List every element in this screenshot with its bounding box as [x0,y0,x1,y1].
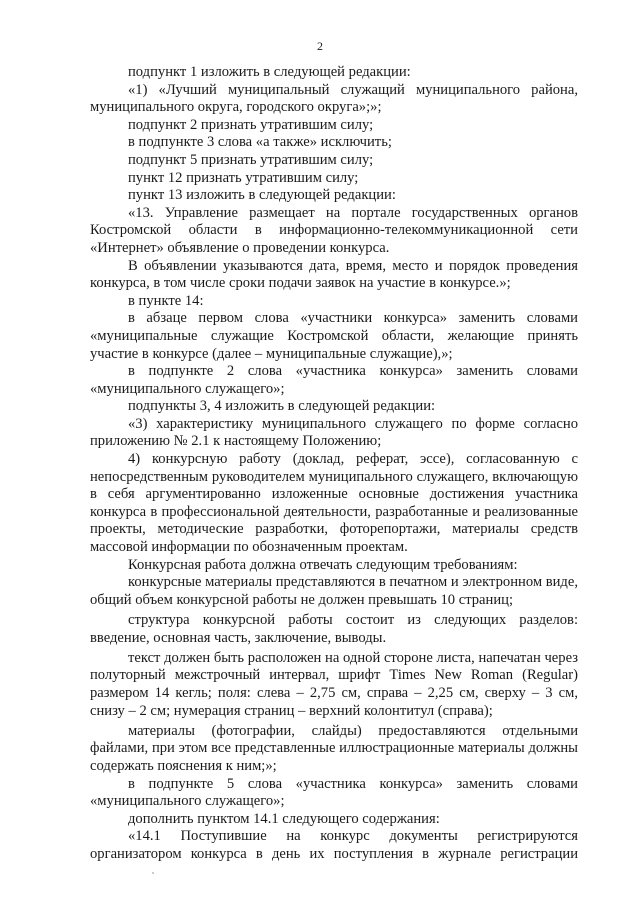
paragraph: «1) «Лучший муниципальный служащий муниципального района, муниципального округа, городского округа»;»; [90,81,578,116]
paragraph: пункт 12 признать утратившим силу; [128,169,359,186]
paragraph: в абзаце первом слова «участники конкурса» заменить словами «муниципальные служащие Костромской области, желающие принять участие в конкурсе (далее – муниципальные служащие),»; [90,310,578,362]
paragraph: структура конкурсной работы состоит из следующих разделов: введение, основная часть, заключение, выводы. [90,612,578,646]
paragraph: конкурсные материалы представляются в печатном и электронном виде, общий объем конкурсной работы не должен превышать 10 страниц; [90,574,578,608]
paragraph: подпункты 3, 4 изложить в следующей редакции: [128,398,436,415]
paragraph: подпункт 1 изложить в следующей редакции: [128,64,411,80]
paragraph: пункт 13 изложить в следующей редакции: [128,187,396,204]
paragraph: текст должен быть расположен на одной стороне листа, напечатан через полуторный межстрочный интервал, шрифт Times New Roman (Regular) размером 14 кегль; поля: слева – 2,75 см, справа – 2,25 см, сверху – 3 см, снизу – 2 см; нумерация страниц – верхний колонтитул (справа); [90,649,578,719]
paragraph: В объявлении указываются дата, время, место и порядок проведения конкурса, в том числе сроки подачи заявок на участие в конкурсе.»; [90,257,578,292]
paragraph: подпункт 2 признать утратившим силу; [128,116,374,133]
page-number: 2 [317,39,323,53]
paragraph: материалы (фотографии, слайды) предоставляются отдельными файлами, при этом все представленные иллюстрационные материалы должны содержать пояснения к ним;»; [90,722,578,774]
paragraph: подпункт 5 признать утратившим силу; [128,151,374,168]
paragraph: в подпункте 5 слова «участника конкурса» заменить словами «муниципального служащего»; [90,775,578,810]
paragraph: «13. Управление размещает на портале государственных органов Костромской области в информационно-телекоммуникационной сети «Интернет» объявление о проведении конкурса. [90,204,578,256]
paragraph: «3) характеристику муниципального служащего по форме согласно приложению № 2.1 к настоящему Положению; [90,415,578,450]
document-body [90,64,578,864]
paragraph: 4) конкурсную работу (доклад, реферат, эссе), согласованную с непосредственным руководителем муниципального служащего, включающую в себя аргументированно изложенные основные достижения участника конкурса в профессиональной деятельности, разработанные и реализованные проекты, методические разработки, фоторепортажи, материалы средств массовой информации по обозначенным проектам. [90,451,578,556]
paragraph: в пункте 14: [128,292,204,309]
paragraph: Конкурсная работа должна отвечать следующим требованиям: [128,556,518,573]
scan-speck [152,872,154,874]
paragraph: дополнить пунктом 14.1 следующего содержания: [128,810,440,827]
paragraph: в подпункте 2 слова «участника конкурса» заменить словами «муниципального служащего»; [90,363,578,397]
paragraph: «14.1 Поступившие на конкурс документы регистрируются организатором конкурса в день их поступления в журнале регистрации [90,828,578,862]
paragraph: в подпункте 3 слова «а также» исключить; [128,134,392,151]
